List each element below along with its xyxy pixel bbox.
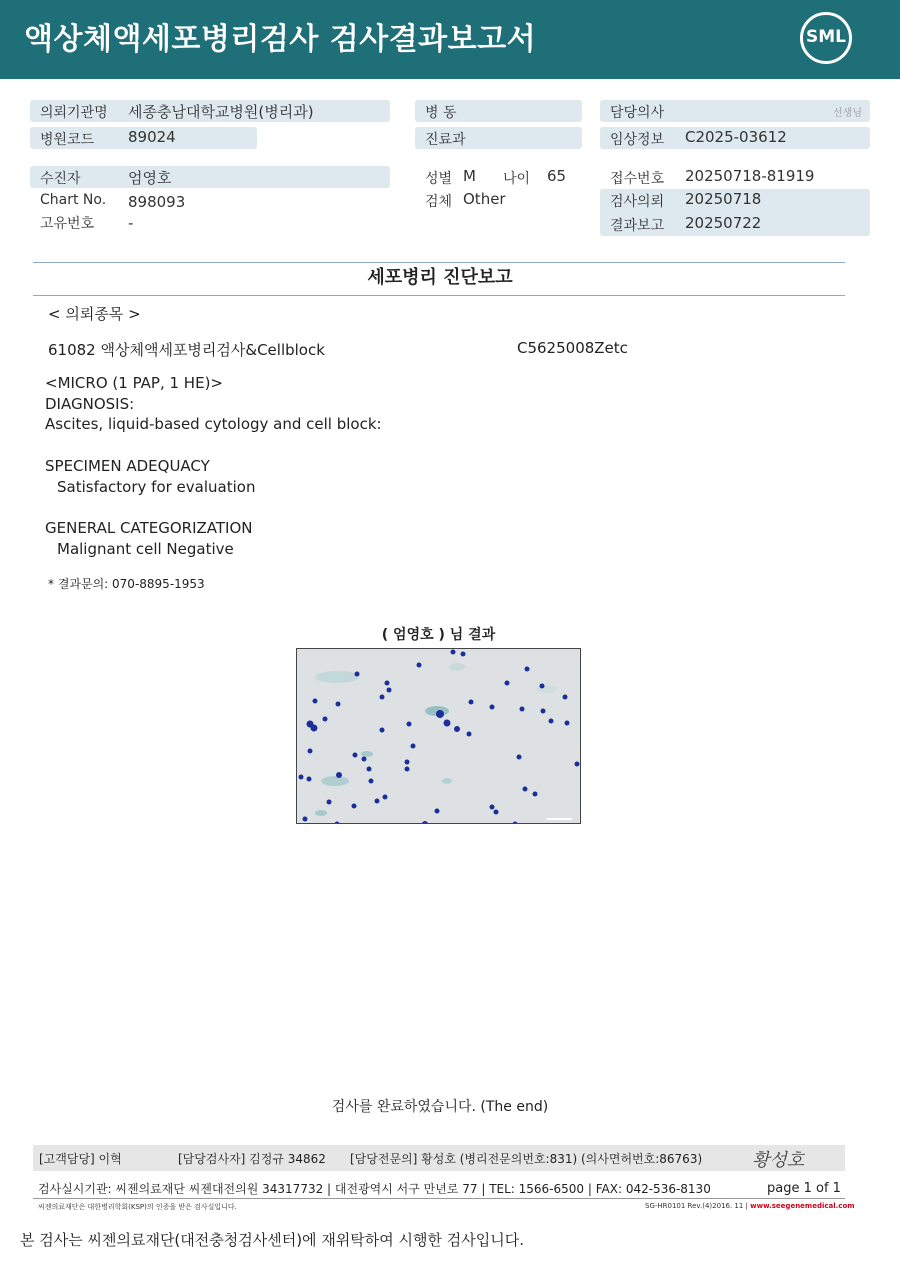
specimen-field <box>415 189 582 211</box>
sml-logo <box>800 12 852 64</box>
ward-field <box>415 100 582 122</box>
report-title: 액상체액세포병리검사 검사결과보고서 <box>24 22 537 57</box>
pathologist: [담당전문의] 황성호 (병리전문의번호:831) (의사면허번호:86763) <box>350 1152 703 1166</box>
clinical-value: C2025-03612 <box>685 128 787 146</box>
certification-note: 씨젠의료재단은 대한병리학회(KSP)의 인증을 받은 검사실입니다. <box>38 1203 237 1211</box>
hospital-code-value: 89024 <box>128 128 176 146</box>
test-code: C5625008Zetc <box>517 339 628 357</box>
clinical-label: 임상정보 <box>610 132 665 148</box>
page-number: page 1 of 1 <box>767 1181 841 1196</box>
report-date-label: 결과보고 <box>610 218 665 234</box>
image-caption: ( 엄영호 ) 님 결과 <box>381 627 496 643</box>
age-label: 나이 <box>503 171 531 187</box>
request-label: 검사의뢰 <box>610 194 665 210</box>
logo-text: SML <box>806 27 846 47</box>
hospital-code-label: 병원코드 <box>40 132 95 148</box>
specimen-label: 검체 <box>425 194 453 210</box>
website-link[interactable]: www.seegenemedical.com <box>750 1202 855 1210</box>
specimen-value: Other <box>463 190 506 208</box>
institution-label: 의뢰기관명 <box>40 105 108 121</box>
department-field <box>415 127 582 149</box>
receipt-field <box>600 166 870 188</box>
section-bottom-rule <box>33 295 845 296</box>
unique-label: 고유번호 <box>40 216 95 232</box>
chart-field <box>30 190 390 212</box>
ward-label: 병 동 <box>425 105 457 121</box>
cytology-micrograph <box>296 648 581 824</box>
department-label: 진료과 <box>425 132 466 148</box>
hospital-code-field <box>30 127 257 149</box>
patient-label: 수진자 <box>40 171 81 187</box>
receipt-value: 20250718-81919 <box>685 167 815 185</box>
pathologist-signature: 황성호 <box>752 1150 805 1171</box>
unique-value: - <box>128 214 134 232</box>
lab-info: 검사실시기관: 씨젠의료재단 씨젠대전의원 34317732 | 대전광역시 서구 만년로 77 | TEL: 1566-6500 | FAX: 042-536-8130 <box>38 1182 711 1196</box>
doctor-label: 담당의사 <box>610 105 665 121</box>
outsourcing-note: 본 검사는 씨젠의료재단(대전충청검사센터)에 재위탁하여 시행한 검사입니다. <box>20 1231 524 1249</box>
institution-field <box>30 100 390 122</box>
micrograph-svg <box>297 649 581 824</box>
test-name: 61082 액상체액세포병리검사&Cellblock <box>48 341 325 359</box>
chart-label: Chart No. <box>40 192 107 208</box>
contact-note: * 결과문의: 070-8895-1953 <box>48 577 205 591</box>
clinical-info-field <box>600 127 870 149</box>
doc-revision <box>645 1202 855 1210</box>
requested-items-header: < 의뢰종목 > <box>48 305 141 323</box>
report-header-bar <box>0 0 900 79</box>
patient-field <box>30 166 390 188</box>
receipt-label: 접수번호 <box>610 171 665 187</box>
age-value: 65 <box>547 167 567 185</box>
unique-field <box>30 211 390 233</box>
categorization-label: GENERAL CATEGORIZATION <box>45 519 253 537</box>
adequacy-label: SPECIMEN ADEQUACY <box>45 457 210 475</box>
adequacy-value: Satisfactory for evaluation <box>57 478 256 496</box>
sex-value: M <box>463 167 476 185</box>
diagnosis-label: DIAGNOSIS: <box>45 395 135 413</box>
dates-field <box>600 189 870 236</box>
section-title: 세포병리 진단보고 <box>367 267 513 288</box>
sex-label: 성별 <box>425 171 453 187</box>
doctor-field <box>600 100 870 122</box>
diagnosis-text: Ascites, liquid-based cytology and cell block: <box>45 415 382 433</box>
institution-value: 세종충남대학교병원(병리과) <box>128 103 314 121</box>
request-value: 20250718 <box>685 190 762 208</box>
doctor-suffix: 선생님 <box>833 108 862 119</box>
customer-contact: [고객담당] 이혁 <box>39 1152 122 1166</box>
chart-value: 898093 <box>128 193 186 211</box>
completion-text: 검사를 완료하였습니다. (The end) <box>331 1099 549 1115</box>
footer-rule <box>33 1198 845 1199</box>
report-date-value: 20250722 <box>685 214 762 232</box>
micro-line: <MICRO (1 PAP, 1 HE)> <box>45 374 223 392</box>
categorization-value: Malignant cell Negative <box>57 540 234 558</box>
patient-value: 엄영호 <box>128 169 172 187</box>
technician: [담당검사자] 김정규 34862 <box>178 1152 326 1166</box>
doc-revision-text: SG-HR0101 Rev.(4)2016. 11 | <box>645 1202 748 1210</box>
staff-bar <box>33 1145 845 1171</box>
sex-age-field <box>415 166 582 188</box>
